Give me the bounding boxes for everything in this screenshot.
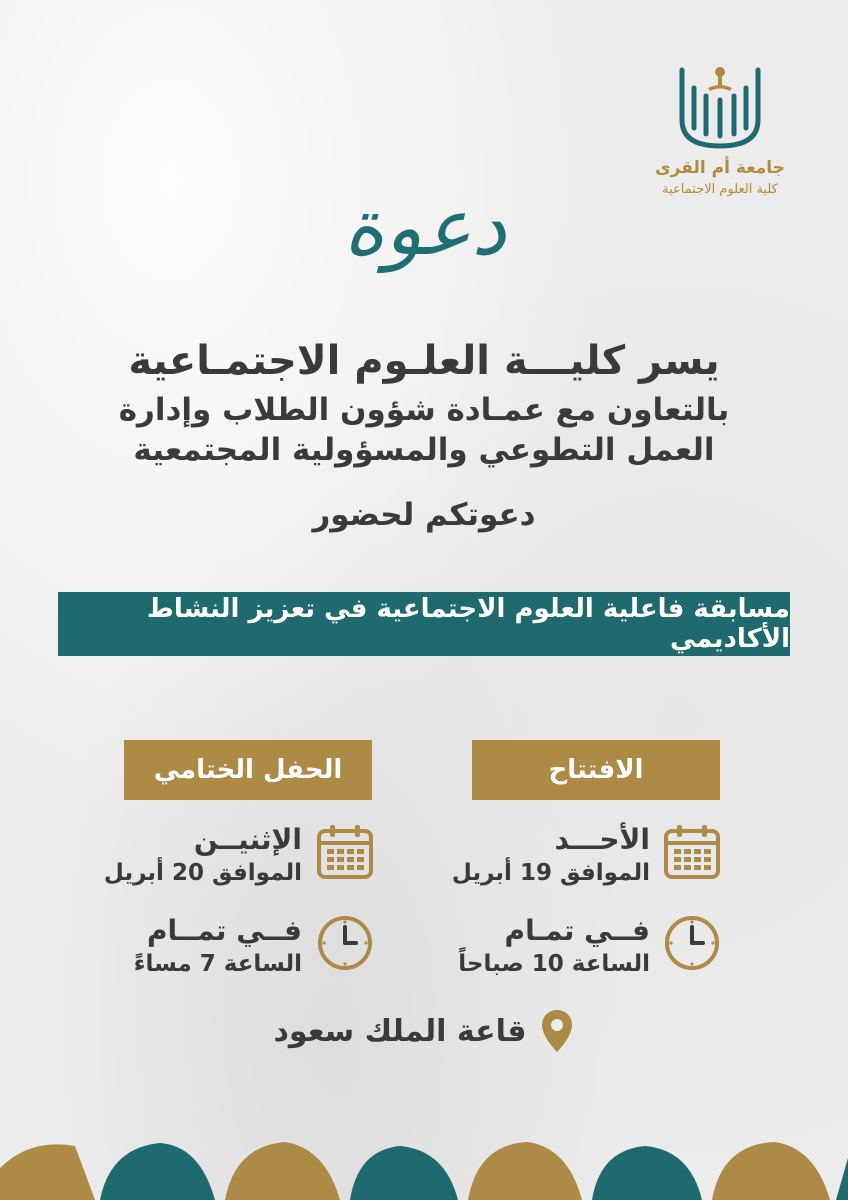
college-name: كلية العلوم الاجتماعية — [662, 182, 778, 197]
clock-icon — [663, 914, 721, 972]
venue-name: قاعة الملك سعود — [273, 1013, 527, 1049]
decorative-footer — [0, 1128, 848, 1200]
opening-day: الأحـــد — [554, 823, 650, 856]
calendar-icon — [316, 823, 374, 881]
closing-date — [80, 822, 302, 888]
invitation-heading-text: دعوة — [343, 183, 507, 273]
invitation-heading — [250, 178, 600, 288]
closing-time-text: الساعة 7 مساءً — [133, 951, 302, 977]
calendar-icon — [663, 823, 721, 881]
intro-line-1: يسر كليـــة العلـوم الاجتمـاعية — [128, 338, 720, 384]
event-title: مسابقة فاعلية العلوم الاجتماعية في تعزيز النشاط الأكاديمي — [146, 594, 790, 654]
closing-time-label: فــي تمــام — [146, 914, 302, 947]
opening-time-text: الساعة 10 صباحاً — [458, 951, 650, 977]
closing-date-text: الموافق 20 أبريل — [103, 860, 302, 886]
intro-line-2: بالتعاون مع عمـادة شؤون الطلاب وإدارة — [118, 392, 730, 428]
event-title-banner — [58, 592, 790, 656]
university-logo-icon — [672, 58, 768, 154]
closing-day: الإثنيــن — [193, 823, 302, 856]
opening-time-label: فــي تمـام — [504, 914, 650, 947]
intro-line-3: العمل التطوعي والمسؤولية المجتمعية — [133, 432, 715, 468]
opening-tab: الافتتاح — [472, 740, 720, 800]
opening-date-text: الموافق 19 أبريل — [451, 860, 650, 886]
opening-time — [420, 913, 650, 979]
closing-tab: الحفل الختامي — [124, 740, 372, 800]
university-name: جامعة أم القرى — [655, 158, 785, 178]
opening-date — [420, 822, 650, 888]
closing-time — [80, 913, 302, 979]
venue — [0, 1008, 848, 1054]
university-logo — [620, 58, 820, 208]
invite-phrase: دعوتكم لحضور — [312, 497, 536, 533]
clock-icon — [316, 914, 374, 972]
location-pin-icon — [540, 1008, 574, 1054]
